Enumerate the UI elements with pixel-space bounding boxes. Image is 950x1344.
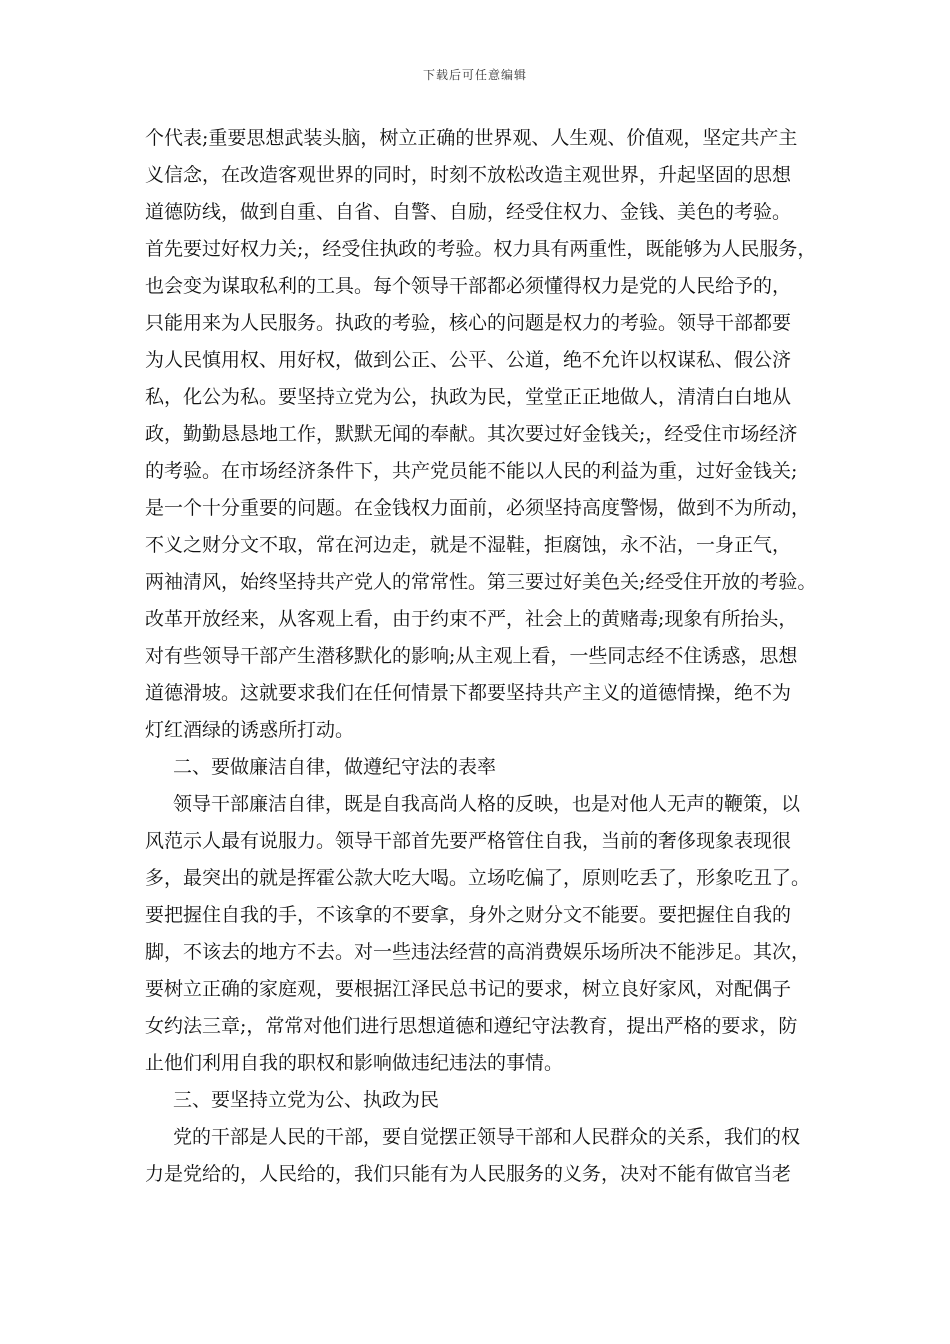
text-line: 多，最突出的就是挥霍公款大吃大喝。立场吃偏了，原则吃丢了，形象吃丑了。 xyxy=(145,867,811,889)
text-line: 要把握住自我的手，不该拿的不要拿，身外之财分文不能要。要把握住自我的 xyxy=(145,904,792,926)
text-line: 义信念，在改造客观世界的同时，时刻不放松改造主观世界，升起坚固的思想 xyxy=(145,164,792,186)
text-line: 道德防线，做到自重、自省、自警、自励，经受住权力、金钱、美色的考验。 xyxy=(145,201,792,223)
text-line: 也会变为谋取私利的工具。每个领导干部都必须懂得权力是党的人民给予的， xyxy=(145,275,792,297)
text-line: 风范示人最有说服力。领导干部首先要严格管住自我，当前的奢侈现象表现很 xyxy=(145,830,792,852)
text-line: 领导干部廉洁自律，既是自我高尚人格的反映，也是对他人无声的鞭策，以 xyxy=(173,793,801,815)
document-body xyxy=(145,120,817,1193)
text-line: 止他们利用自我的职权和影响做违纪违法的事情。 xyxy=(145,1052,564,1074)
text-line: 私，化公为私。要坚持立党为公，执政为民，堂堂正正地做人，清清白白地从 xyxy=(145,386,792,408)
text-line: 道德滑坡。这就要求我们在任何情景下都要坚持共产主义的道德情操，绝不为 xyxy=(145,682,792,704)
text-line: 只能用来为人民服务。执政的考验，核心的问题是权力的考验。领导干部都要 xyxy=(145,312,792,334)
text-line: 脚，不该去的地方不去。对一些违法经营的高消费娱乐场所决不能涉足。其次， xyxy=(145,941,811,963)
text-line: 要树立正确的家庭观，要根据江泽民总书记的要求，树立良好家风，对配偶子 xyxy=(145,978,792,1000)
text-line: 改革开放经来，从客观上看，由于约束不严，社会上的黄赌毒;现象有所抬头， xyxy=(145,608,798,630)
text-line: 是一个十分重要的问题。在金钱权力面前，必须坚持高度警惕，做到不为所动， xyxy=(145,497,811,519)
text-line: 的考验。在市场经济条件下，共产党员能不能以人民的利益为重，过好金钱关; xyxy=(145,460,798,482)
text-line: 对有些领导干部产生潜移默化的影响;从主观上看，一些同志经不住诱惑，思想 xyxy=(145,645,798,667)
text-line: 为人民慎用权、用好权，做到公正、公平、公道，绝不允许以权谋私、假公济 xyxy=(145,349,792,371)
section-heading-2: 二、要做廉洁自律，做遵纪守法的表率 xyxy=(173,756,497,778)
page-header: 下载后可任意编辑 xyxy=(422,68,527,82)
text-line: 女约法三章;，常常对他们进行思想道德和遵纪守法教育，提出严格的要求，防 xyxy=(145,1015,798,1037)
text-line: 政，勤勤恳恳地工作，默默无闻的奉献。其次要过好金钱关;，经受住市场经济 xyxy=(145,423,798,445)
text-line: 首先要过好权力关;，经受住执政的考验。权力具有两重性，既能够为人民服务， xyxy=(145,238,817,260)
text-line: 灯红酒绿的诱惑所打动。 xyxy=(145,719,355,741)
text-line: 党的干部是人民的干部，要自觉摆正领导干部和人民群众的关系，我们的权 xyxy=(173,1126,801,1148)
text-line: 两袖清风，始终坚持共产党人的常常性。第三要过好美色关;经受住开放的考验。 xyxy=(145,571,817,593)
text-line: 力是党给的，人民给的，我们只能有为人民服务的义务，决对不能有做官当老 xyxy=(145,1163,792,1185)
text-line: 不义之财分文不取，常在河边走，就是不湿鞋，拒腐蚀，永不沾，一身正气， xyxy=(145,534,792,556)
text-line: 个代表;重要思想武装头脑，树立正确的世界观、人生观、价值观，坚定共产主 xyxy=(145,127,798,149)
section-heading-3: 三、要坚持立党为公、执政为民 xyxy=(173,1089,440,1111)
